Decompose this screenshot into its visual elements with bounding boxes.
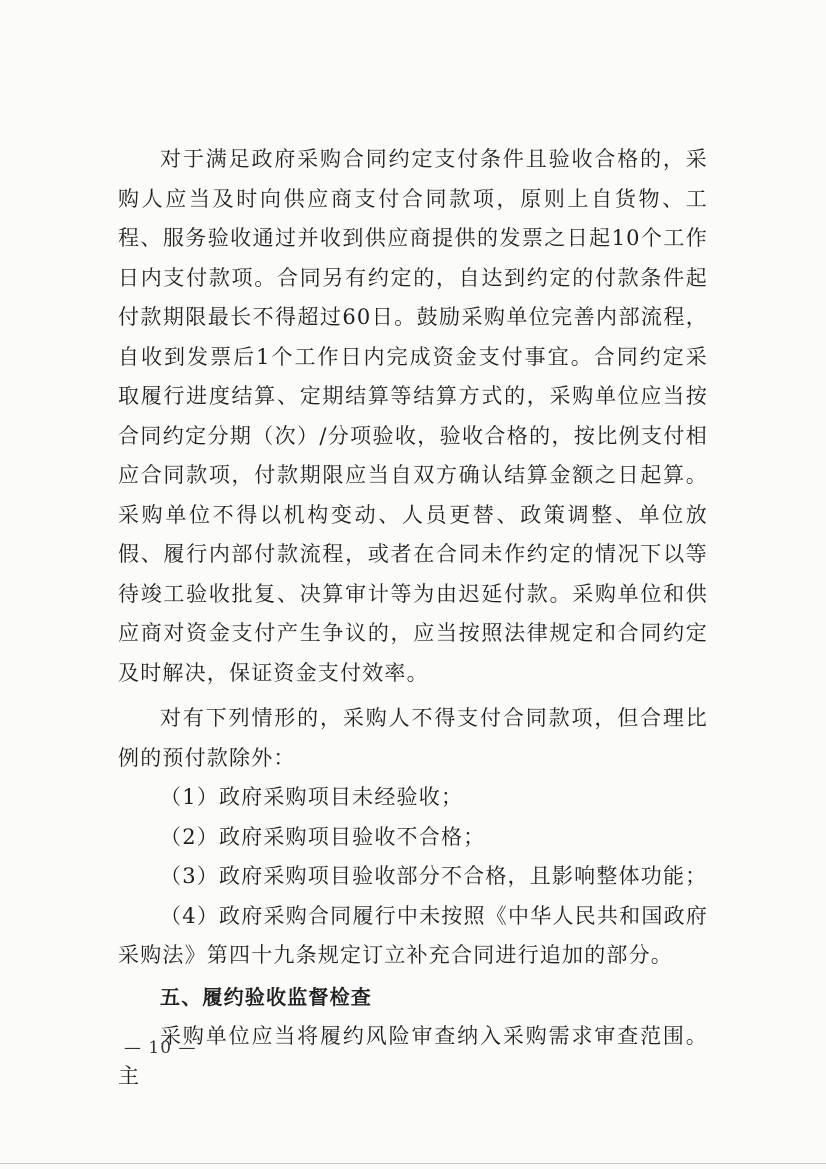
list-item: （3）政府采购项目验收部分不合格，且影响整体功能； (160, 864, 708, 888)
document-body (118, 140, 708, 1096)
paragraph-no-payment-conditions: 对有下列情形的，采购人不得支付合同款项，但合理比例的预付款除外： (118, 706, 708, 770)
paragraph-closing: 采购单位应当将履约风险审查纳入采购需求审查范围。主 (118, 1024, 708, 1088)
paragraph-payment-terms: 对于满足政府采购合同约定支付条件且验收合格的，采购人应当及时向供应商支付合同款项，原则上自货物、工程、服务验收通过并收到供应商提供的发票之日起10个工作日内支付款项。合同另有约定的，自达到约定的付款条件起付款期限最长不得超过60日。鼓励采购单位完善内部流程，自收到发票后1个工作日内完成资金支付事宜。合同约定采取履行进度结算、定期结算等结算方式的，采购单位应当按合同约定分期（次）/分项验收，验收合格的，按比例支付相应合同款项，付款期限应当自双方确认结算金额之日起算。采购单位不得以机构变动、人员更替、政策调整、单位放假、履行内部付款流程，或者在合同未作约定的情况下以等待竣工验收批复、决算审计等为由迟延付款。采购单位和供应商对资金支付产生争议的，应当按照法律规定和合同约定及时解决，保证资金支付效率。 (118, 147, 708, 685)
list-item: （1）政府采购项目未经验收； (160, 785, 464, 809)
page-number: — 10 — (124, 1038, 197, 1058)
bottom-divider (0, 1163, 826, 1164)
list-item: （2）政府采购项目验收不合格； (160, 824, 486, 849)
section-heading: 五、履约验收监督检查 (160, 984, 372, 1009)
list-item: （4）政府采购合同履行中未按照《中华人民共和国政府采购法》第四十九条规定订立补充合同进行追加的部分。 (118, 903, 708, 967)
